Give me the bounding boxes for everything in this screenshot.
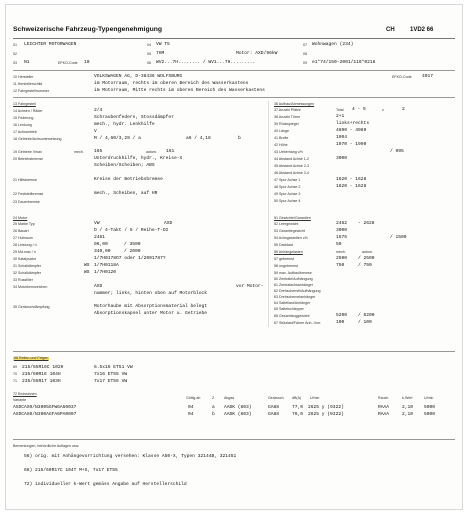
zone: a — [212, 405, 215, 410]
engine-code-location: nummer; links, hinten oben auf Motorblock — [94, 291, 208, 296]
noise-damping-2: Absorptionskapsel unter Motor u. Getriebe — [94, 311, 208, 316]
label: 32 Schalldämpfer — [13, 271, 41, 275]
section-heading: 56 Anhängelasten — [274, 250, 303, 254]
efko-label: EFKO-Code — [392, 75, 412, 79]
label: 29 Md.max / n — [13, 250, 36, 254]
wheelbase-1-2: 3000 — [336, 156, 348, 161]
catalyst: 1/7H0178O7 oder 1/2001787? — [94, 256, 166, 261]
label: 55 Dachlast — [274, 243, 293, 247]
label: 63 Drehschemelanhänger — [274, 295, 316, 299]
rim-size: 7x16 ET55 VW — [94, 372, 128, 377]
smoke-rpm: 5000 — [424, 412, 436, 417]
section-heading: 24 Motor — [13, 216, 28, 220]
label: 64 Sattellast/Anhänger — [274, 301, 311, 305]
silencer-1: 1/7H0118A — [94, 263, 119, 268]
label: 52 Leergewicht — [274, 222, 299, 226]
smoke-rpm: 5000 — [424, 405, 436, 410]
label: 30 Katalysator — [13, 257, 36, 261]
column-header: Variante — [13, 398, 27, 402]
label: 14 Achsen / Räder — [13, 109, 43, 113]
trailer-unbraked-auto: / 750 — [358, 263, 372, 268]
service-brake-detail: Scheiben/Scheiben; ABS — [94, 163, 155, 168]
label: 28 Leistung / n — [13, 243, 37, 247]
label: 54 Achsgarantien v/h — [274, 236, 308, 240]
chassis-number-location: im Motorraum, Mitte rechts im oberen Bereich des Wasserkastens — [94, 88, 265, 93]
column-header: dB(A) — [292, 396, 302, 400]
seats-front: 2 — [402, 107, 405, 112]
tire-row-number: 70 — [13, 372, 17, 376]
noise-code: GA88 — [268, 412, 280, 417]
silencer-2: 1/7H0120 — [94, 270, 117, 275]
parking-brake: mech., Scheiben, auf HR — [94, 191, 158, 196]
axles-wheels: 2/4 — [94, 108, 103, 113]
tires-heading-highlighted: 68 Reifen und Felgen — [14, 356, 49, 360]
section-rule — [13, 97, 455, 98]
gearbox-ratio: M / 4,60/3,29 / a — [94, 136, 141, 141]
column-header: U/min — [424, 396, 434, 400]
valid-from: 04 — [188, 405, 194, 410]
label: 38 Anzahl Türen — [274, 115, 301, 119]
k-value: 2,10 — [402, 405, 414, 410]
noise-code: GA88 — [268, 405, 280, 410]
torque: 340,00 — [94, 249, 111, 254]
label: 23 Dauerbremse — [13, 200, 40, 204]
type-approval-code: 1VD2 66 — [410, 27, 434, 33]
support-load: 100 — [336, 320, 345, 325]
tire-row-number: 69 — [13, 365, 17, 369]
tire-size: 235/55R17 103H — [22, 379, 61, 384]
k-value: 2,10 — [402, 412, 414, 417]
trailer-braked-auto: / 2500 — [358, 256, 375, 261]
tire-row-number: 71 — [13, 379, 17, 383]
label: 39 Rückspiegel — [274, 122, 299, 126]
emission-variant: AXDCAX0/N300AGFA6PA0097 — [13, 412, 77, 417]
remark-68: 68) 215/60R17C 104T M+S, 7x17 ET55 — [24, 468, 118, 473]
label: 17 Achsantrieb — [13, 130, 37, 134]
column-header: Z — [212, 396, 215, 400]
label: 40 Länge — [274, 129, 289, 133]
field-number: 01 — [13, 43, 17, 47]
label: 41 Breite — [274, 136, 289, 140]
manufacturer: VOLKSWAGEN AG, D-38436 WOLFSBURG — [94, 74, 183, 79]
label: 50 Spur Achse 4 — [274, 199, 301, 203]
section-heading: 36 Aufbau/Abmessungen — [274, 102, 315, 106]
height: 1970 - 1990 — [336, 142, 367, 147]
field-number: 04 — [147, 43, 151, 47]
label: 59 max. Aufbaulbremse — [274, 271, 312, 275]
vehicle-make-type: VW T5 — [156, 42, 170, 47]
silencer-prefix: WS — [84, 263, 90, 268]
column-divider — [268, 101, 269, 327]
section-heading: 13 Fahrgestell — [13, 102, 36, 106]
label-auto: autom. — [146, 150, 157, 154]
remark-56: 56) orig. mit Anhängevorrichtung versehen: Klasse A50-X, Typen 32144B, 321451 — [24, 454, 237, 459]
label: 43 Ueberhang v/h — [274, 150, 303, 154]
tire-size: 215/65R16C 102H — [22, 365, 64, 370]
smoke-code: RAAA — [378, 405, 390, 410]
engine-type: AXD — [164, 221, 173, 226]
field-number: 05 — [147, 52, 151, 56]
efko-label: EFKO-Code — [58, 61, 78, 65]
engine-code-note: vor Motor- — [236, 284, 264, 289]
label: 16 Lenkung — [13, 123, 32, 127]
track-axle-2: 1620 - 1628 — [336, 184, 367, 189]
field-number: 07 — [303, 43, 307, 47]
service-brake: Unterdruckhilfe, hydr., Kreise-X — [94, 156, 183, 161]
section-rule — [13, 70, 455, 71]
column-header: U/min — [310, 396, 320, 400]
section-rule — [13, 351, 455, 352]
field-number: 09 — [303, 61, 307, 65]
rim-size: 7x17 ET55 VW — [94, 379, 128, 384]
column-header: k-Wert — [402, 396, 413, 400]
header-rule — [13, 38, 455, 39]
section-heading: 51 Gewichte/Garantien — [274, 216, 311, 220]
valid-from: 04 — [188, 412, 194, 417]
noise-db: 77,0 — [292, 405, 304, 410]
overhang: / 995 — [390, 149, 404, 154]
gross-weight: 3000 — [336, 228, 348, 233]
label: 45 Abstand Achse 2-3 — [274, 164, 309, 168]
label: 31 Schalldämpfer — [13, 264, 41, 268]
label: 62 Drehschemel/Aufhängung — [274, 289, 321, 293]
train-weight: 5200 — [336, 313, 348, 318]
label: 49 Spur Achse 3 — [274, 192, 301, 196]
label: 65 Sattelschlepper — [274, 307, 304, 311]
tire-size: 235/60R16 104H — [22, 372, 61, 377]
noise-damping-1: Motorhaube mit Absorptionsmaterial belegt — [94, 304, 208, 309]
suspension: Schraubenfedern, Stossdämpfer — [94, 115, 174, 120]
body-type: Wohnwagen (234) — [312, 42, 354, 47]
label: 21 Hilfsbremse — [13, 178, 37, 182]
label: 42 Höhe — [274, 143, 288, 147]
label: 46 Abstand Achse 3-4 — [274, 171, 309, 175]
country-code: CH — [386, 27, 395, 33]
axle-load-front: 1575 — [336, 235, 348, 240]
power: 96,00 — [94, 242, 108, 247]
field-number: 03 — [13, 61, 17, 65]
label: 22 Feststellbremse — [13, 192, 44, 196]
gearbox-ratio-b: b — [238, 136, 241, 141]
label: 48 Spur Achse 2 — [274, 185, 301, 189]
field-number: 08 — [303, 52, 307, 56]
zone: b — [212, 412, 215, 417]
mirrors: links+rechts — [336, 121, 370, 126]
track-axle-1: 1620 - 1628 — [336, 177, 367, 182]
power-rpm: / 3500 — [124, 242, 141, 247]
silencer-prefix: WS — [84, 270, 90, 275]
document-title: Schweizerische Fahrzeug-Typengenehmigung — [13, 26, 163, 33]
rim-size: 6.5x16 ET51 VW — [94, 365, 133, 370]
label: 44 Abstand Achse 1-2 — [274, 157, 309, 161]
label-auto: autom. — [362, 250, 373, 254]
label: 25 Marke Typ — [13, 222, 35, 226]
column-header: Gültig ab — [186, 396, 201, 400]
gearbox-ratio-auto: a6 / 4,18 — [186, 136, 211, 141]
auxiliary-brake: Kreise der Betriebsbremse — [94, 177, 163, 182]
engine-design: D / 4-Takt / 5 / Reihe-T-DI — [94, 228, 169, 233]
label: 37 Anzahl Plätze — [274, 108, 301, 112]
section-rule — [13, 439, 455, 440]
seats-total: 4 - 5 — [352, 107, 366, 112]
label: 27 Hubraum — [13, 236, 33, 240]
label: 53 Garantiegewicht — [274, 229, 305, 233]
noise-rpm: 2625 y (9322) — [308, 405, 344, 410]
label-front: v — [382, 108, 384, 112]
label: 19 Getriebe Vmax — [13, 150, 42, 154]
torque-rpm: / 2000 — [124, 249, 141, 254]
column-header: Geräusch — [268, 396, 284, 400]
label: 26 Bauart — [13, 229, 29, 233]
label-manual: mech. — [74, 150, 84, 154]
exhaust-code: AADK (803) — [224, 405, 252, 410]
label: 58 ungebremst — [274, 264, 298, 268]
displacement: 2461 — [94, 235, 106, 240]
support-load-auto: / 100 — [358, 320, 372, 325]
axle-drive: V — [94, 129, 97, 134]
vehicle-class: N1 — [24, 60, 30, 65]
efko-value: 10 — [84, 60, 90, 65]
label: 66 Gesamtzuggewicht — [274, 314, 310, 318]
column-header: Rauch — [378, 396, 389, 400]
length: 4890 - 4989 — [336, 128, 367, 133]
curb-weight-max: - 2628 — [358, 221, 375, 226]
label: 15 Federung — [13, 116, 34, 120]
vmax-auto: 161 — [166, 149, 175, 154]
label: 20 Betriebsbremse — [13, 157, 44, 161]
label: 34 Motorkennzeichen — [13, 285, 48, 289]
remarks-heading: Bemerkungen, behördliche Auflagen usw. — [13, 444, 80, 448]
label: 11 Herstellerschild — [13, 82, 43, 86]
noise-db: 76,0 — [292, 412, 304, 417]
trailer-unbraked-manual: 750 — [336, 263, 345, 268]
section-heading: 72 Emissionen — [13, 392, 37, 396]
efko-value: 4017 — [422, 74, 434, 79]
column-header: Abgas — [224, 396, 235, 400]
field-number: 06 — [147, 61, 151, 65]
label-total: Total — [336, 108, 344, 112]
label: 18 Getriebe/Achsuntersetzung — [13, 137, 62, 141]
doors: 2+1 — [336, 114, 345, 119]
type-code: 7HM — [156, 51, 165, 56]
emission-variant: AXDCAX0/N3005GFW6A50037 — [13, 405, 77, 410]
curb-weight: 2462 — [336, 221, 348, 226]
vmax-manual: 165 — [94, 149, 103, 154]
roof-load: 50 — [336, 242, 342, 247]
axle-load-rear: / 1500 — [390, 235, 407, 240]
vin-patterns: WV2...7H........ / WV1...7H......... — [156, 60, 256, 65]
label: 47 Spur Achse 1 — [274, 178, 301, 182]
steering: mech., hydr. Lenkhilfe — [94, 122, 155, 127]
document-page — [5, 4, 463, 510]
vehicle-category: LEICHTER MOTORWAGEN — [24, 42, 77, 47]
label: 12 Fahrgestellnummer — [13, 89, 49, 93]
width: 1904 — [336, 135, 348, 140]
manufacturer-plate-location: im Motorraum, rechts im oberen Bereich des Wasserkastens — [94, 81, 249, 86]
train-weight-auto: / 5200 — [358, 313, 375, 318]
label: 57 gebremst — [274, 257, 294, 261]
remark-72: 72) individueller k-Wert gemäss Angabe auf Herstellerschild — [24, 482, 187, 487]
label: 10 Hersteller — [13, 75, 34, 79]
label-manual: mech. — [336, 250, 346, 254]
engine-code: AXD — [94, 284, 103, 289]
exhaust-code: AADK (803) — [224, 412, 252, 417]
label: 60 Zentrale/Aufhängung — [274, 277, 313, 281]
engine-info: Motor: AXD/96kW — [236, 51, 278, 56]
trailer-braked-manual: 2500 — [336, 256, 348, 261]
label: 35 Geräuschdämpfung — [13, 305, 50, 309]
label: 67 Stützlast/Fahrer Anh.-Vorr. — [274, 321, 322, 325]
label: 61 Zentralachsanhänger — [274, 283, 313, 287]
smoke-code: RAAA — [378, 412, 390, 417]
field-number: 02 — [13, 52, 17, 56]
label: 33 Russfilter — [13, 278, 33, 282]
ec-approval-number: e1*74/150-2001/116*0218 — [312, 60, 376, 65]
noise-rpm: 2625 y (9322) — [308, 412, 344, 417]
engine-make: VW — [94, 221, 100, 226]
